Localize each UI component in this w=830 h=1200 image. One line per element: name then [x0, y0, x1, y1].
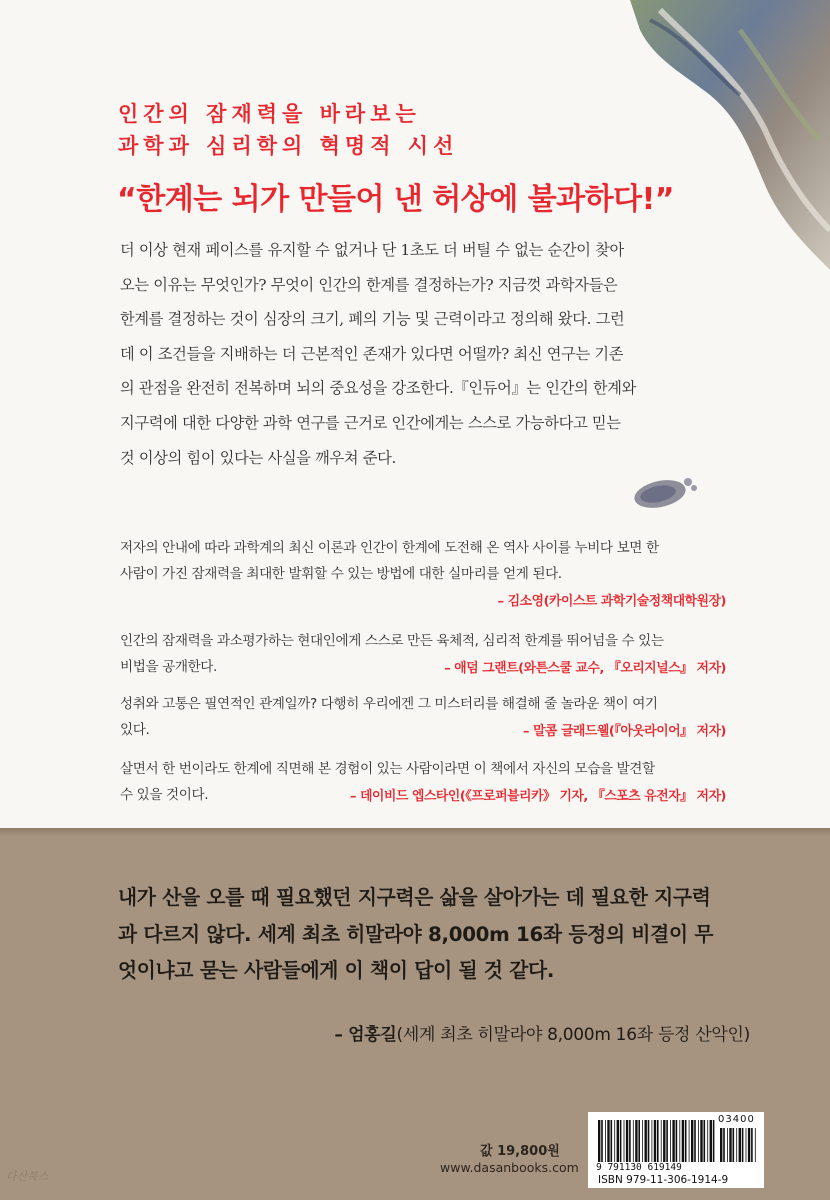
- body-line: 데 이 조건들을 지배하는 더 근본적인 존재가 있다면 어떨까? 최신 연구는 기존: [120, 344, 624, 363]
- endorsement-attribution: – 김소영(카이스트 과학기술정책대학원장): [497, 594, 726, 609]
- panel-divider: [0, 828, 830, 836]
- quote-line: 내가 산을 오를 때 필요했던 지구력은 삶을 살아가는 데 필요한 지구력: [118, 886, 711, 909]
- quote-line: 엇이냐고 묻는 사람들에게 이 책이 답이 될 것 같다.: [118, 959, 555, 982]
- endorsement-line: 있다.: [120, 722, 150, 738]
- barcode-addon-bars: [720, 1128, 758, 1162]
- endorsement-attribution: – 데이비드 엡스타인(《프로퍼블리카》 기자, 『스포츠 유전자』 저자): [350, 789, 726, 804]
- body-line: 더 이상 현재 페이스를 유지할 수 없거나 단 1초도 더 버틸 수 없는 순간이 찾아: [120, 241, 624, 259]
- endorsement-line: 인간의 잠재력을 과소평가하는 현대인에게 스스로 만든 육체적, 심리적 한계를 뛰어넘을 수 있는: [120, 633, 664, 649]
- body-line: 지구력에 대한 다양한 과학 연구를 근거로 인간에게는 스스로 가능하다고 믿는: [120, 413, 621, 432]
- body-line: 의 관점을 완전히 전복하며 뇌의 중요성을 강조한다.『인듀어』는 인간의 한계와: [120, 379, 637, 398]
- body-paragraph: [120, 233, 740, 475]
- endorsement-line: 비법을 공개한다.: [120, 659, 217, 675]
- price-label: 값 19,800원: [480, 1144, 560, 1159]
- endorsement-attribution: – 말콤 글래드웰(『아웃라이어』 저자): [523, 724, 726, 739]
- publisher-mark: 다산북스: [6, 1170, 49, 1183]
- quote-attribution: [334, 1020, 750, 1045]
- headline: “한계는 뇌가 만들어 낸 허상에 불과하다!”: [117, 182, 675, 217]
- footprint-image: [630, 470, 704, 514]
- endorsement-line: 수 있을 것이다.: [120, 787, 209, 803]
- barcode-bars: [598, 1120, 716, 1162]
- quote-line: 과 다르지 않다. 세계 최초 히말라야 8,000m 16좌 등정의 비결이 무: [118, 922, 714, 946]
- quote-attribution-name: – 엄홍길: [334, 1025, 397, 1045]
- endorsement-attribution: – 애덤 그랜트(와튼스쿨 교수, 『오리지널스』 저자): [444, 661, 726, 676]
- body-line: 한계를 결정하는 것이 심장의 크기, 폐의 기능 및 근력이라고 정의해 왔다. 그런: [120, 310, 625, 329]
- endorsement-line: 저자의 안내에 따라 과학계의 최신 이론과 인간이 한계에 도전해 온 역사 사이를 누비다 보면 한: [120, 540, 659, 556]
- endorsement-line: 살면서 한 번이라도 한계에 직면해 본 경험이 있는 사람이라면 이 책에서 자신의 모습을 발견할: [120, 761, 655, 777]
- body-line: 오는 이유는 무엇인가? 무엇이 인간의 한계를 결정하는가? 지금껏 과학자들은: [120, 275, 618, 294]
- barcode-addon-digits: 03400: [718, 1114, 755, 1125]
- endorsement-line: 사람이 가진 잠재력을 최대한 발휘할 수 있는 방법에 대한 실마리를 얻게 된다.: [120, 566, 562, 582]
- publisher-website: www.dasanbooks.com: [440, 1160, 579, 1175]
- barcode-digits: 9 791130 619149: [596, 1162, 682, 1173]
- isbn-number: ISBN 979-11-306-1914-9: [598, 1174, 729, 1186]
- body-line: 것 이상의 힘이 있다는 사실을 깨우쳐 준다.: [120, 448, 397, 467]
- quote-attribution-role: (세계 최초 히말라야 8,000m 16좌 등정 산악인): [396, 1025, 750, 1045]
- tagline-line-2: 과학과 심리학의 혁명적 시선: [118, 134, 459, 158]
- rock-texture-image: [590, 0, 830, 270]
- barcode: [588, 1112, 764, 1188]
- tagline-line-1: 인간의 잠재력을 바라보는: [118, 102, 421, 126]
- endorsement-line: 성취와 고통은 필연적인 관계일까? 다행히 우리에겐 그 미스터리를 해결해 줄 놀라운 책이 여기: [120, 696, 658, 712]
- featured-quote: [118, 880, 738, 990]
